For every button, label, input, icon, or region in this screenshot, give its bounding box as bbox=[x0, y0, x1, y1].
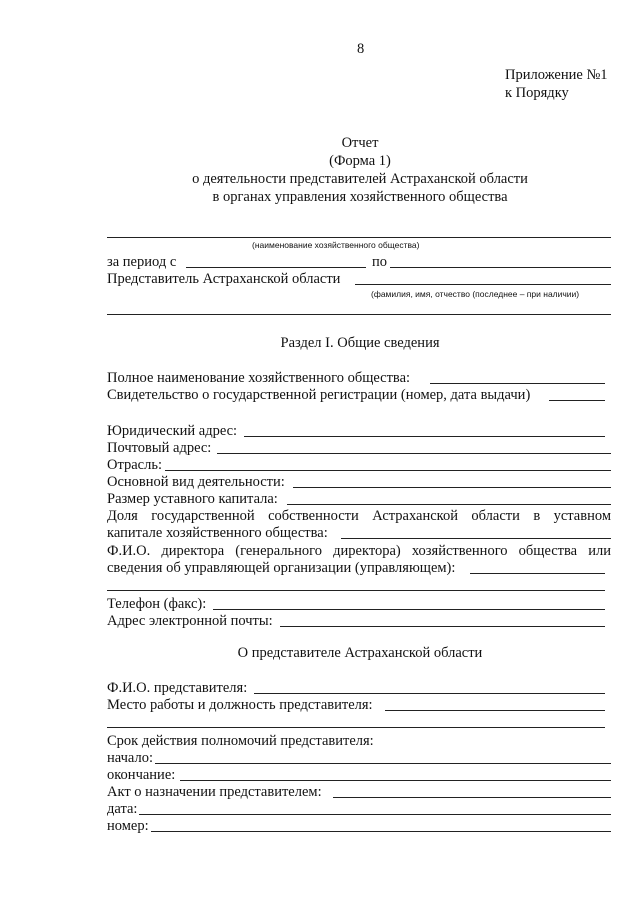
rep-section-title: О представителе Астраханской области bbox=[237, 645, 483, 661]
legal-address-label: Юридический адрес: bbox=[107, 423, 238, 439]
representative-line[interactable] bbox=[355, 284, 611, 285]
email-label: Адрес электронной почты: bbox=[107, 613, 273, 629]
certificate-line[interactable] bbox=[549, 400, 605, 401]
industry-label: Отрасль: bbox=[107, 457, 162, 473]
form-number: (Форма 1) bbox=[329, 153, 391, 169]
director-label-2: сведения об управляющей организации (управляющем): bbox=[107, 560, 456, 576]
workplace-line[interactable] bbox=[385, 710, 605, 711]
email-line[interactable] bbox=[280, 626, 605, 627]
certificate-label: Свидетельство о государственной регистрации (номер, дата выдачи) bbox=[107, 387, 531, 403]
appointment-act-label: Акт о назначении представителем: bbox=[107, 784, 322, 800]
main-activity-line[interactable] bbox=[293, 487, 611, 488]
act-number-label: номер: bbox=[107, 818, 149, 834]
postal-address-line[interactable] bbox=[217, 453, 611, 454]
representative-caption: (фамилия, имя, отчество (последнее – при наличии) bbox=[371, 289, 580, 299]
section1-title: Раздел I. Общие сведения bbox=[280, 335, 440, 351]
page-number: 8 bbox=[357, 41, 365, 57]
phone-label: Телефон (факс): bbox=[107, 596, 207, 612]
period-to-line[interactable] bbox=[390, 267, 611, 268]
phone-line[interactable] bbox=[213, 609, 605, 610]
director-label-1: Ф.И.О. директора (генерального директора) хозяйственного общества или bbox=[107, 543, 611, 559]
company-name-caption: (наименование хозяйственного общества) bbox=[252, 240, 420, 250]
director-line[interactable] bbox=[470, 573, 605, 574]
full-name-label: Полное наименование хозяйственного общества: bbox=[107, 370, 411, 386]
term-label: Срок действия полномочий представителя: bbox=[107, 733, 374, 749]
act-date-line[interactable] bbox=[139, 814, 611, 815]
director-extra-line[interactable] bbox=[107, 590, 605, 591]
term-start-label: начало: bbox=[107, 750, 153, 766]
capital-label: Размер уставного капитала: bbox=[107, 491, 278, 507]
state-share-label-1: Доля государственной собственности Астраханской области в уставном bbox=[107, 508, 611, 524]
workplace-extra-line[interactable] bbox=[107, 727, 605, 728]
report-title: Отчет bbox=[341, 135, 379, 151]
period-to-label: по bbox=[372, 254, 388, 270]
report-subtitle-1: о деятельности представителей Астраханской области bbox=[192, 171, 528, 187]
term-end-label: окончание: bbox=[107, 767, 176, 783]
postal-address-label: Почтовый адрес: bbox=[107, 440, 212, 456]
workplace-label: Место работы и должность представителя: bbox=[107, 697, 373, 713]
rep-name-label: Ф.И.О. представителя: bbox=[107, 680, 248, 696]
rep-name-line[interactable] bbox=[254, 693, 605, 694]
term-end-line[interactable] bbox=[180, 780, 611, 781]
state-share-label-2: капитале хозяйственного общества: bbox=[107, 525, 328, 541]
capital-line[interactable] bbox=[287, 504, 611, 505]
appendix-reference: к Порядку bbox=[505, 85, 569, 101]
industry-line[interactable] bbox=[165, 470, 611, 471]
representative-label: Представитель Астраханской области bbox=[107, 271, 341, 287]
appointment-act-line[interactable] bbox=[333, 797, 611, 798]
representative-extra-line[interactable] bbox=[107, 314, 611, 315]
company-name-line[interactable] bbox=[107, 237, 611, 238]
term-start-line[interactable] bbox=[155, 763, 611, 764]
main-activity-label: Основной вид деятельности: bbox=[107, 474, 285, 490]
full-name-line[interactable] bbox=[430, 383, 605, 384]
appendix-label: Приложение №1 bbox=[505, 67, 608, 83]
period-from-label: за период с bbox=[107, 254, 177, 270]
legal-address-line[interactable] bbox=[244, 436, 605, 437]
period-from-line[interactable] bbox=[186, 267, 366, 268]
state-share-line[interactable] bbox=[341, 538, 611, 539]
act-number-line[interactable] bbox=[151, 831, 611, 832]
report-subtitle-2: в органах управления хозяйственного общества bbox=[212, 189, 508, 205]
act-date-label: дата: bbox=[107, 801, 138, 817]
